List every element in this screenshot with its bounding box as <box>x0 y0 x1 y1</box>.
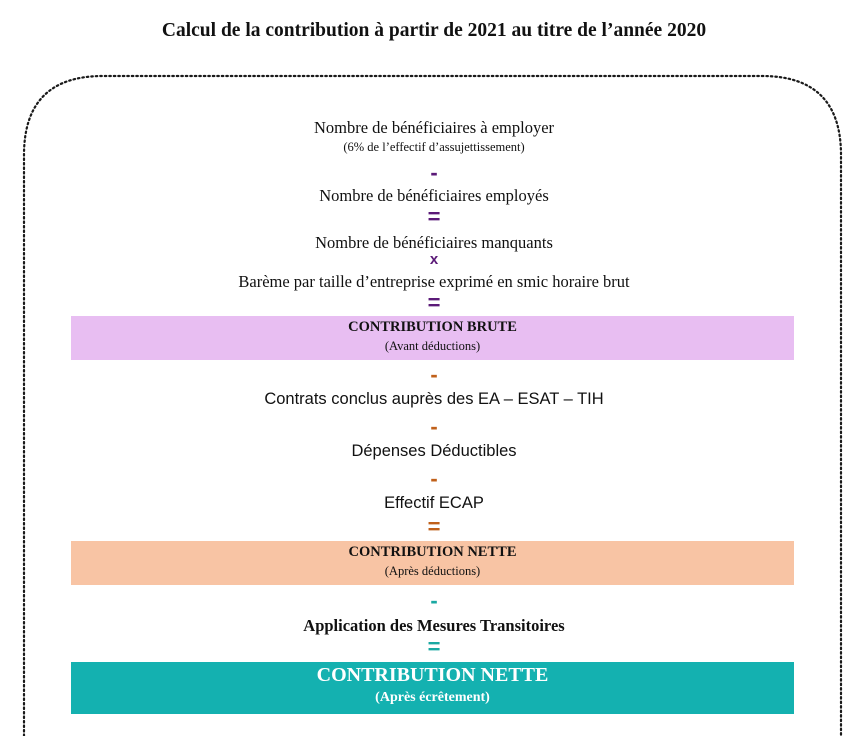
contribution-brute-subtitle: (Avant déductions) <box>384 339 481 353</box>
operator-minus: - <box>430 414 438 439</box>
step-beneficiaires-manquants: Nombre de bénéficiaires manquants <box>315 233 553 252</box>
page-title: Calcul de la contribution à partir de 2021 au titre de l’année 2020 <box>161 20 707 41</box>
contribution-brute-box <box>71 316 794 360</box>
step-effectif-ecap: Effectif ECAP <box>384 494 484 512</box>
contribution-finale-title: CONTRIBUTION NETTE <box>316 664 549 686</box>
operator-equals: = <box>427 514 441 539</box>
contribution-finale-subtitle: (Après écrêtement) <box>375 690 490 705</box>
contribution-nette-title: CONTRIBUTION NETTE <box>348 544 517 560</box>
step-depenses: Dépenses Déductibles <box>351 442 517 460</box>
operator-minus: - <box>430 160 438 185</box>
operator-equals: = <box>427 204 441 229</box>
step-contrats: Contrats conclus auprès des EA – ESAT – TIH <box>264 390 604 408</box>
contribution-finale-box <box>71 662 794 714</box>
operator-times: x <box>429 251 439 268</box>
contribution-brute-title: CONTRIBUTION BRUTE <box>348 319 517 335</box>
operator-equals: = <box>427 634 441 659</box>
operator-equals: = <box>427 290 441 315</box>
operator-minus: - <box>430 588 438 613</box>
operator-minus: - <box>430 466 438 491</box>
operator-minus: - <box>430 362 438 387</box>
step-beneficiaires-employes: Nombre de bénéficiaires employés <box>319 186 549 205</box>
contribution-nette-subtitle: (Après déductions) <box>384 564 481 578</box>
step-bareme: Barème par taille d’entreprise exprimé en smic horaire brut <box>238 272 630 291</box>
step-beneficiaires-a-employer: Nombre de bénéficiaires à employer <box>313 118 555 137</box>
contribution-nette-box <box>71 541 794 585</box>
step-mesures-transitoires: Application des Mesures Transitoires <box>303 616 565 635</box>
step-beneficiaires-a-employer-note: (6% de l’effectif d’assujettissement) <box>343 140 525 154</box>
